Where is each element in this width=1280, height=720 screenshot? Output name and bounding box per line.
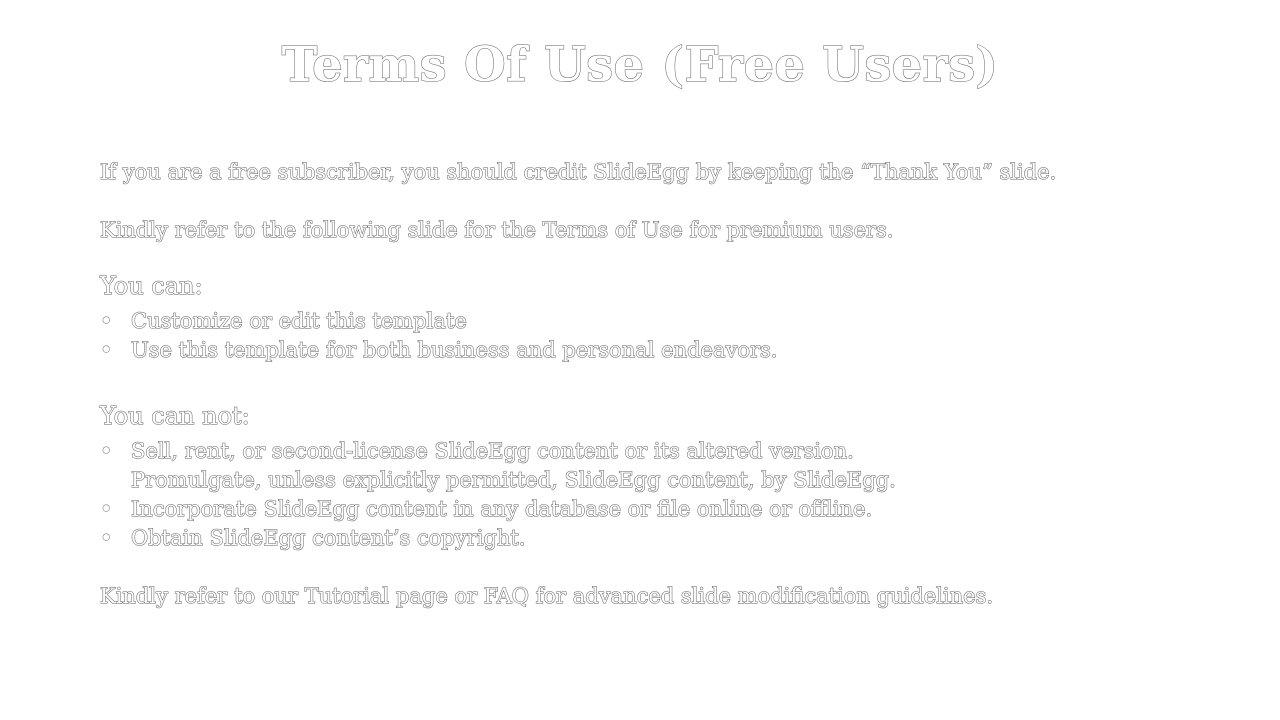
list-item: [100, 495, 1200, 524]
list-item-text: Use this template for both business and personal endeavors.: [131, 338, 778, 362]
slide-title: Terms Of Use (Free Users): [281, 37, 999, 93]
list-item: [100, 307, 1200, 336]
list-item: [100, 524, 1200, 553]
list-item-text: Sell, rent, or second-license SlideEgg content or its altered version.: [131, 439, 854, 463]
intro-premium-text: Kindly refer to the following slide for the Terms of Use for premium users.: [100, 218, 894, 242]
you-can-list: [100, 307, 1200, 365]
you-can-not-list: [100, 437, 1200, 553]
bullet-icon: •: [100, 497, 113, 521]
list-item: [100, 336, 1200, 365]
intro-credit-text: If you are a free subscriber, you should credit SlideEgg by keeping the “Thank You” slide.: [100, 160, 1057, 184]
list-item-text: Promulgate, unless explicitly permitted, SlideEgg content, by SlideEgg.: [131, 468, 896, 492]
you-can-not-heading: You can not:: [100, 402, 250, 430]
slide-content: [100, 158, 1200, 611]
closing-guidelines-text: Kindly refer to our Tutorial page or FAQ for advanced slide modification guidelines.: [100, 584, 994, 608]
bullet-icon: •: [100, 309, 113, 333]
bullet-icon: •: [100, 338, 113, 362]
list-item-text: Customize or edit this template: [131, 309, 467, 333]
list-item-text: Obtain SlideEgg content’s copyright.: [131, 526, 526, 550]
list-item: [100, 466, 1200, 495]
list-item-text: Incorporate SlideEgg content in any database or file online or offline.: [131, 497, 873, 521]
bullet-icon: •: [100, 526, 113, 550]
list-item: [100, 437, 1200, 466]
bullet-icon: •: [100, 439, 113, 463]
you-can-heading: You can:: [100, 272, 203, 300]
